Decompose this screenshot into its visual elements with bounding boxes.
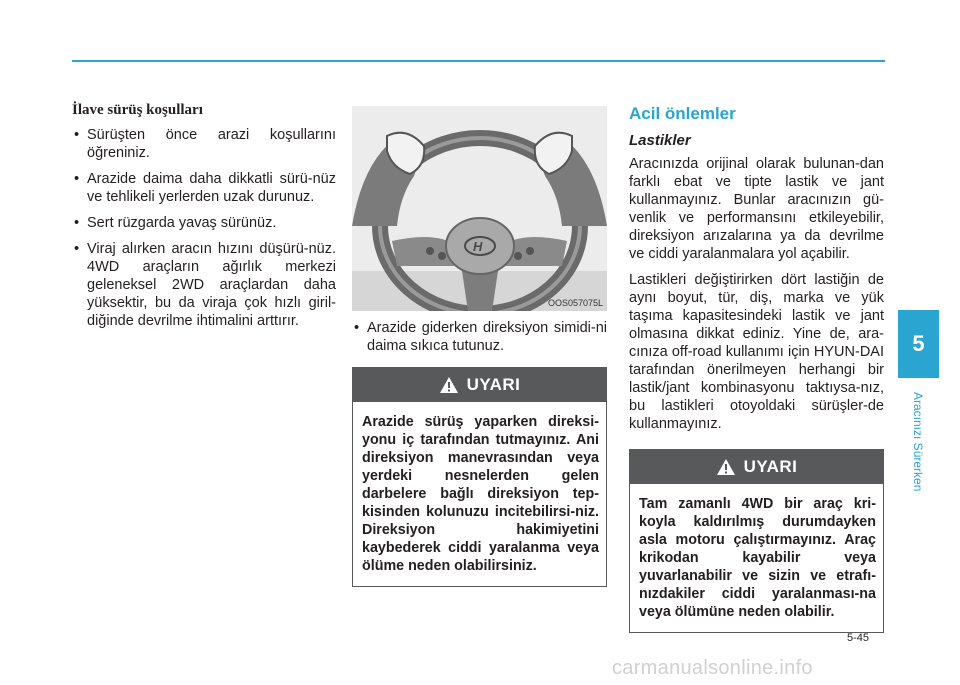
left-column [72, 96, 336, 338]
middle-column [352, 96, 607, 587]
warning-header [353, 368, 606, 402]
warning-box [629, 449, 884, 633]
chapter-tab: 5 [898, 310, 939, 378]
warning-title: UYARI [743, 457, 798, 476]
svg-text:H: H [473, 239, 483, 254]
list-item: • Arazide giderken direksiyon simidi-ni daima sıkıca tutunuz. [352, 319, 607, 355]
section-title: Acil önlemler [629, 104, 736, 123]
steering-wheel-illustration [352, 106, 607, 311]
list-item: • Arazide daima daha dikkatli sürü-nüz ve tehlikeli yerlerden uzak durunuz. [72, 170, 336, 206]
bullet-list [352, 319, 607, 355]
warning-triangle-icon [439, 376, 459, 394]
right-column [629, 96, 884, 633]
list-item: • Viraj alırken aracın hızını düşürü-nüz. 4WD araçların ağırlık merkezi geleneksel 2WD araçlardan daha yüksektir, bu da viraja çok hızlı giril-diğinde devrilme ihtimalini arttırır. [72, 240, 336, 330]
warning-box [352, 367, 607, 587]
steering-wheel-image [352, 106, 607, 311]
paragraph: Aracınızda orijinal olarak bulunan-dan farklı ebat ve tipte lastik ve jant kullanmayınız. Bunlar aracınızın gü-venlik ve performansını etkileyebilir, direksiyon arızalarına ya da devrilme ve ciddi yaralanmalara yol açabilir. [629, 156, 884, 262]
warning-text: Tam zamanlı 4WD bir araç kri-koyla kaldırılmış durumdayken asla motoru çalıştırmayınız. Araç krikodan kayabilir veya yuvarlanabilir ve sizin ve etrafı-nızdakiler ciddi yaralanması-na veya ölümüne neden olabilir. [639, 496, 876, 620]
header-rule [72, 60, 885, 62]
warning-text: Arazide sürüş yaparken direksi-yonu iç tarafından tutmayınız. Ani direksiyon manevrasından veya yerdeki nesnelerden gelen darbelere bağlı direksiyon tep-kisinden kolunuzu incitebilirsi-niz. Direksiyon hakimiyetini kaybederek ciddi yaralanma veya ölüme neden olabilirsiniz. [362, 414, 599, 574]
watermark: carmanualsonline.info [612, 657, 813, 679]
page-number: 5-45 [847, 632, 870, 644]
list-item: • Sert rüzgarda yavaş sürünüz. [72, 214, 336, 232]
warning-header [630, 450, 883, 484]
section-heading: İlave sürüş koşulları [72, 102, 203, 118]
sub-title: Lastikler [629, 132, 691, 149]
paragraph: Lastikleri değiştirirken dört lastiğin de aynı boyut, tür, diş, marka ve yük taşıma kapasitesindeki lastik ve jant olmasına dikkat ediniz. Yine de, ara-cınıza off-road kullanımı için HYUN-DAI tarafından önerilmeyen herhangi bir lastik/jant kombinasyonu taktıysa-nız, bu lastikleri otoyoldaki sürüşler-de kullanmayınız. [629, 272, 884, 432]
chapter-title: Aracınızı Sürerken [911, 392, 925, 492]
bullet-list [72, 126, 336, 330]
list-item: • Sürüşten önce arazi koşullarını öğreniniz. [72, 126, 336, 162]
figure-code: OOS057075L [547, 298, 603, 308]
warning-triangle-icon [716, 458, 736, 476]
warning-title: UYARI [466, 375, 521, 394]
